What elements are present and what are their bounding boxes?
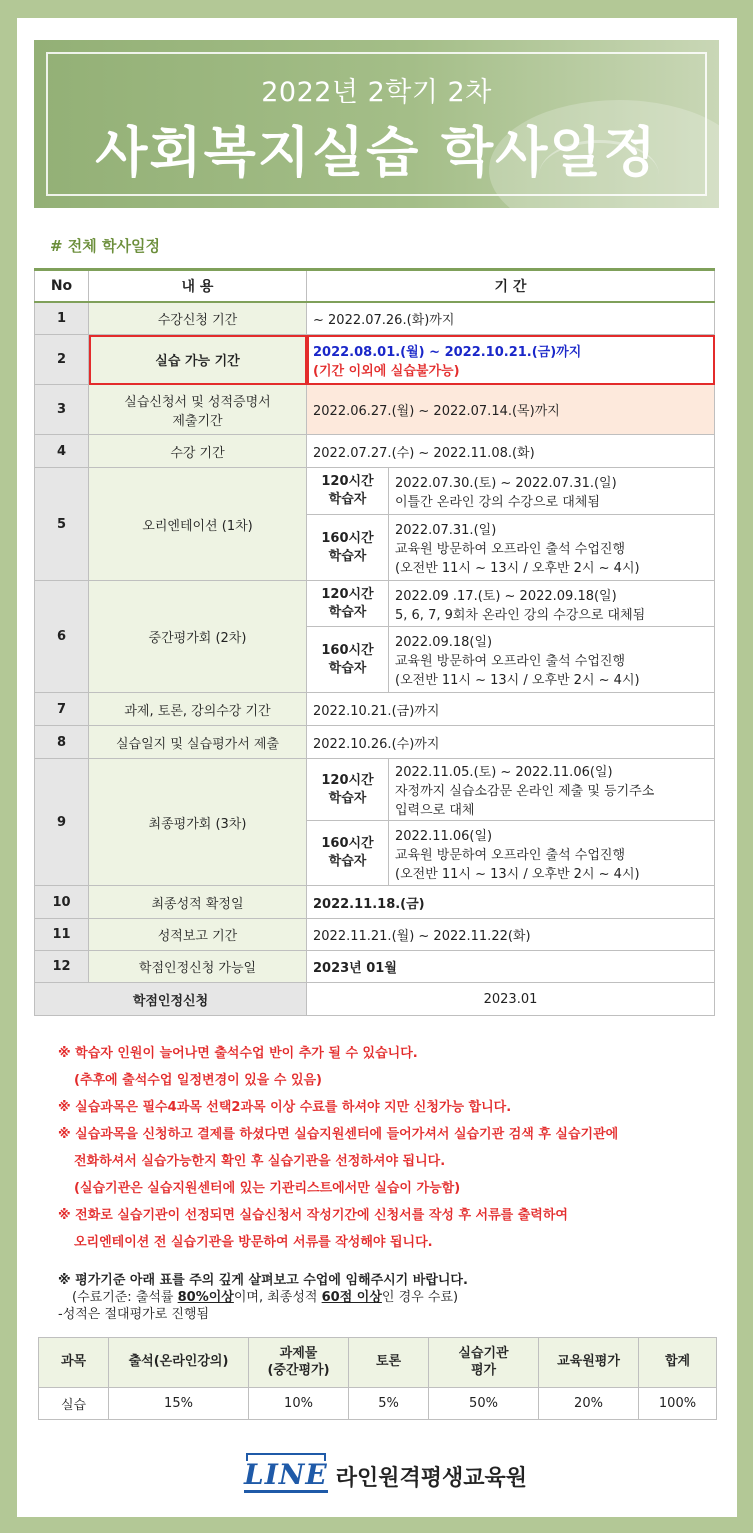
period-line: 2022.11.05.(토) ~ 2022.11.06(일) xyxy=(395,765,613,780)
eval-cell: 실습 xyxy=(39,1388,109,1420)
row-content: 실습일지 및 실습평가서 제출 xyxy=(89,726,307,759)
row-number: 2 xyxy=(35,335,89,385)
notes-section xyxy=(58,1040,718,1256)
score-threshold: 60점 이상 xyxy=(321,1290,382,1305)
learner-hours: 120시간 xyxy=(321,474,374,490)
logo-mark-text: LINE xyxy=(244,1457,328,1491)
note-line: ※ 실습과목은 필수4과목 선택2과목 이상 수료를 하셔야 지만 신청가능 합니다. xyxy=(58,1100,512,1115)
eval-header-line: 과제물 xyxy=(279,1345,318,1361)
title-banner xyxy=(34,40,719,208)
period-line: 입력으로 대체 xyxy=(395,803,475,818)
table-row xyxy=(35,951,715,983)
eval-cell: 20% xyxy=(539,1388,639,1420)
criteria-text: (수료기준: 출석률 xyxy=(72,1290,178,1305)
row-number: 5 xyxy=(35,468,89,581)
table-row xyxy=(35,759,715,821)
criteria-text: 이며, 최종성적 xyxy=(233,1290,322,1305)
row-number: 12 xyxy=(35,951,89,983)
row-number: 9 xyxy=(35,759,89,886)
row-period: 2022.10.26.(수)까지 xyxy=(307,726,715,759)
eval-header xyxy=(429,1338,539,1388)
learner-hours: 120시간 xyxy=(321,586,374,602)
period-line: 교육원 방문하여 오프라인 출석 수업진행 xyxy=(395,847,626,863)
table-row xyxy=(35,385,715,435)
completion-criteria xyxy=(58,1289,718,1306)
eval-header-line: 실습기관 xyxy=(458,1345,509,1361)
learner-hours: 160시간 xyxy=(321,642,374,658)
learner-word: 학습자 xyxy=(328,492,367,507)
period-line: 교육원 방문하여 오프라인 출석 수업진행 xyxy=(395,654,626,669)
row-period: 2023년 01월 xyxy=(307,951,715,983)
row-content: 수강신청 기간 xyxy=(89,302,307,335)
credit-application-label: 학점인정신청 xyxy=(35,983,307,1016)
eval-header xyxy=(539,1338,639,1388)
eval-cell: 100% xyxy=(639,1388,717,1420)
row-content: 수강 기간 xyxy=(89,435,307,468)
table-row xyxy=(35,919,715,951)
period-line: (오전반 11시 ~ 13시 / 오후반 2시 ~ 4시) xyxy=(395,866,640,882)
row-content-line: 실습신청서 및 성적증명서 xyxy=(124,394,271,410)
row-period xyxy=(389,627,715,693)
evaluation-table xyxy=(38,1337,717,1420)
practice-period-dates: 2022.08.01.(월) ~ 2022.10.21.(금)까지 xyxy=(313,344,582,360)
eval-header-line: 교육원평가 xyxy=(557,1354,620,1370)
line-logo-mark xyxy=(244,1457,328,1493)
row-content: 과제, 토론, 강의수강 기간 xyxy=(89,693,307,726)
learner-hours: 120시간 xyxy=(321,772,374,788)
section-title: # 전체 학사일정 xyxy=(50,237,160,255)
note-line: ※ 전화로 실습기관이 선정되면 실습신청서 작성기간에 신청서를 작성 후 서류를 출력하여 xyxy=(58,1208,568,1223)
table-row xyxy=(35,693,715,726)
table-row xyxy=(35,435,715,468)
institution-logo xyxy=(244,1456,527,1496)
learner-word: 학습자 xyxy=(328,854,367,869)
row-number: 11 xyxy=(35,919,89,951)
row-number: 7 xyxy=(35,693,89,726)
learner-type-label xyxy=(307,515,389,581)
table-row xyxy=(35,726,715,759)
row-number: 8 xyxy=(35,726,89,759)
row-content: 성적보고 기간 xyxy=(89,919,307,951)
credit-application-value: 2023.01 xyxy=(307,983,715,1016)
grading-note: -성적은 절대평가로 진행됨 xyxy=(58,1307,210,1322)
logo-roof-icon xyxy=(246,1453,326,1461)
table-row xyxy=(35,581,715,627)
row-content: 실습 가능 기간 xyxy=(89,335,307,385)
learner-hours: 160시간 xyxy=(321,530,374,546)
institution-name: 라인원격평생교육원 xyxy=(335,1465,528,1491)
row-period xyxy=(389,581,715,627)
table-row xyxy=(35,886,715,919)
row-period: 2022.11.18.(금) xyxy=(307,886,715,919)
eval-header-line: 합계 xyxy=(664,1354,691,1370)
row-number: 4 xyxy=(35,435,89,468)
learner-type-label xyxy=(307,581,389,627)
row-content: 오리엔테이션 (1차) xyxy=(89,468,307,581)
period-line: 교육원 방문하여 오프라인 출석 수업진행 xyxy=(395,542,626,557)
period-line: 자정까지 실습소감문 온라인 제출 및 등기주소 xyxy=(395,784,655,799)
banner-title: 사회복지실습 학사일정 xyxy=(95,121,658,184)
row-number: 10 xyxy=(35,886,89,919)
eval-header-line: (중간평가) xyxy=(267,1362,330,1378)
learner-word: 학습자 xyxy=(328,790,367,806)
row-number: 1 xyxy=(35,302,89,335)
practice-period-warning: (기간 이외에 실습불가능) xyxy=(313,363,460,379)
period-line: (오전반 11시 ~ 13시 / 오후반 2시 ~ 4시) xyxy=(395,561,640,576)
learner-word: 학습자 xyxy=(328,548,367,564)
eval-header-line: 평가 xyxy=(470,1362,497,1378)
learner-type-label xyxy=(307,627,389,693)
row-period xyxy=(307,335,715,385)
row-content: 최종성적 확정일 xyxy=(89,886,307,919)
header-period: 기 간 xyxy=(307,270,715,302)
header-no: No xyxy=(35,270,89,302)
eval-cell: 15% xyxy=(109,1388,249,1420)
period-line: 2022.11.06(일) xyxy=(395,828,493,844)
evaluation-row xyxy=(39,1388,717,1420)
evaluation-heading: ※ 평가기준 아래 표를 주의 깊게 살펴보고 수업에 임해주시기 바랍니다. xyxy=(58,1273,468,1288)
table-row xyxy=(35,468,715,515)
note-line: (추후에 출석수업 일정변경이 있을 수 있음) xyxy=(74,1073,322,1088)
evaluation-criteria xyxy=(58,1272,718,1323)
period-line: (오전반 11시 ~ 13시 / 오후반 2시 ~ 4시) xyxy=(395,673,640,688)
eval-header xyxy=(349,1338,429,1388)
schedule-table xyxy=(34,268,715,1016)
table-row-highlighted xyxy=(35,335,715,385)
row-period: 2022.10.21.(금)까지 xyxy=(307,693,715,726)
row-period xyxy=(389,759,715,821)
learner-word: 학습자 xyxy=(328,604,367,620)
eval-cell: 50% xyxy=(429,1388,539,1420)
row-period xyxy=(389,515,715,581)
eval-header xyxy=(249,1338,349,1388)
period-line: 2022.07.30.(토) ~ 2022.07.31.(일) xyxy=(395,476,617,491)
eval-header xyxy=(109,1338,249,1388)
period-line: 이틀간 온라인 강의 수강으로 대체됨 xyxy=(395,495,600,510)
note-line: (실습기관은 실습지원센터에 있는 기관리스트에서만 실습이 가능함) xyxy=(74,1181,461,1196)
eval-header-line: 출석(온라인강의) xyxy=(128,1354,229,1370)
period-line: 2022.07.31.(일) xyxy=(395,523,497,538)
row-content xyxy=(89,385,307,435)
row-period: 2022.11.21.(월) ~ 2022.11.22(화) xyxy=(307,919,715,951)
row-content: 중간평가회 (2차) xyxy=(89,581,307,693)
row-period: 2022.06.27.(월) ~ 2022.07.14.(목)까지 xyxy=(307,385,715,435)
row-content: 최종평가회 (3차) xyxy=(89,759,307,886)
eval-header xyxy=(39,1338,109,1388)
learner-type-label xyxy=(307,821,389,886)
eval-cell: 10% xyxy=(249,1388,349,1420)
row-content-line: 제출기간 xyxy=(172,413,223,429)
banner-subtitle: 2022년 2학기 2차 xyxy=(261,77,492,108)
schedule-header-row xyxy=(35,270,715,302)
row-number: 3 xyxy=(35,385,89,435)
table-row-total xyxy=(35,983,715,1016)
note-line: 오리엔테이션 전 실습기관을 방문하여 서류를 작성해야 됩니다. xyxy=(74,1235,433,1250)
period-line: 2022.09 .17.(토) ~ 2022.09.18(일) xyxy=(395,588,617,604)
header-content: 내 용 xyxy=(89,270,307,302)
table-row xyxy=(35,302,715,335)
note-line: ※ 학습자 인원이 늘어나면 출석수업 반이 추가 될 수 있습니다. xyxy=(58,1046,418,1061)
eval-header-line: 과목 xyxy=(60,1354,87,1370)
evaluation-header-row xyxy=(39,1338,717,1388)
note-line: 전화하셔서 실습가능한지 확인 후 실습기관을 선정하셔야 됩니다. xyxy=(74,1154,446,1169)
period-line: 5, 6, 7, 9회차 온라인 강의 수강으로 대체됨 xyxy=(395,607,646,623)
learner-type-label xyxy=(307,468,389,515)
row-number: 6 xyxy=(35,581,89,693)
learner-hours: 160시간 xyxy=(321,836,374,852)
criteria-text: 인 경우 수료) xyxy=(381,1290,459,1305)
learner-type-label xyxy=(307,759,389,821)
row-period xyxy=(389,821,715,886)
note-line: ※ 실습과목을 신청하고 결제를 하셨다면 실습지원센터에 들어가셔서 실습기관 검색 후 실습기관에 xyxy=(58,1127,619,1142)
eval-header-line: 토론 xyxy=(375,1354,402,1370)
period-line: 2022.09.18(일) xyxy=(395,635,493,650)
row-period: ~ 2022.07.26.(화)까지 xyxy=(307,302,715,335)
attendance-threshold: 80%이상 xyxy=(177,1290,234,1305)
row-period: 2022.07.27.(수) ~ 2022.11.08.(화) xyxy=(307,435,715,468)
learner-word: 학습자 xyxy=(328,660,367,676)
eval-cell: 5% xyxy=(349,1388,429,1420)
row-content: 학점인정신청 가능일 xyxy=(89,951,307,983)
row-period xyxy=(389,468,715,515)
eval-header xyxy=(639,1338,717,1388)
